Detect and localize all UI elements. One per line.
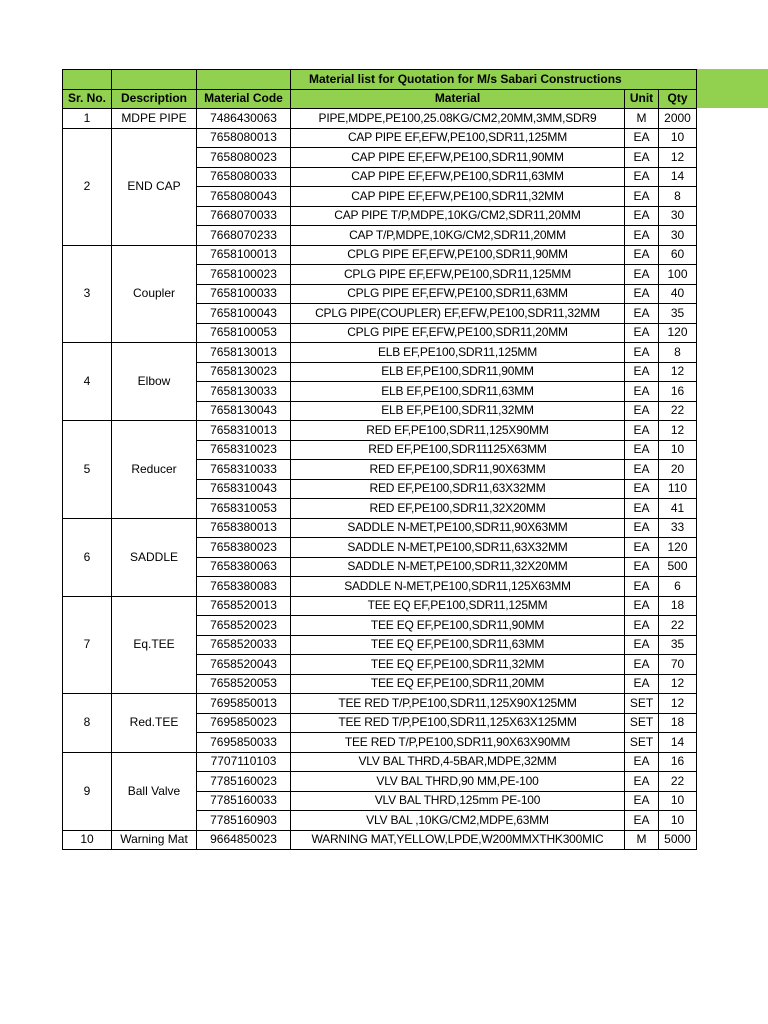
unit-cell: EA [625,811,659,831]
material-table [62,69,697,850]
qty-cell: 22 [659,616,697,636]
unit-cell: EA [625,421,659,441]
sr-no-cell: 3 [63,245,112,343]
material-code-cell: 7658130043 [197,401,291,421]
material-code-cell: 7695850023 [197,713,291,733]
unit-cell: EA [625,577,659,597]
unit-cell: EA [625,772,659,792]
material-code-cell: 7695850033 [197,733,291,753]
qty-cell: 20 [659,460,697,480]
material-cell: CPLG PIPE EF,EFW,PE100,SDR11,63MM [291,284,625,304]
material-cell: ELB EF,PE100,SDR11,90MM [291,362,625,382]
material-cell: VLV BAL THRD,90 MM,PE-100 [291,772,625,792]
unit-cell: EA [625,655,659,675]
qty-cell: 16 [659,752,697,772]
material-code-cell: 7658310023 [197,440,291,460]
qty-cell: 35 [659,304,697,324]
unit-cell: EA [625,148,659,168]
material-cell: ELB EF,PE100,SDR11,32MM [291,401,625,421]
material-cell: CAP T/P,MDPE,10KG/CM2,SDR11,20MM [291,226,625,246]
material-cell: SADDLE N-MET,PE100,SDR11,63X32MM [291,538,625,558]
unit-cell: EA [625,226,659,246]
column-header-sr-no: Sr. No. [63,89,112,109]
unit-cell: EA [625,362,659,382]
material-code-cell: 7785160023 [197,772,291,792]
material-code-cell: 7658080043 [197,187,291,207]
material-code-cell: 7658100043 [197,304,291,324]
unit-cell: EA [625,538,659,558]
qty-cell: 30 [659,226,697,246]
unit-cell: M [625,830,659,850]
material-cell: VLV BAL THRD,4-5BAR,MDPE,32MM [291,752,625,772]
unit-cell: EA [625,440,659,460]
qty-cell: 12 [659,148,697,168]
unit-cell: EA [625,343,659,363]
material-code-cell: 7658310033 [197,460,291,480]
material-code-cell: 7658130013 [197,343,291,363]
sr-no-cell: 9 [63,752,112,830]
material-cell: WARNING MAT,YELLOW,LPDE,W200MMXTHK300MIC [291,830,625,850]
description-cell: END CAP [112,128,197,245]
description-cell: Elbow [112,343,197,421]
qty-cell: 40 [659,284,697,304]
column-header-row [63,89,697,109]
material-code-cell: 7658080013 [197,128,291,148]
sr-no-cell: 6 [63,518,112,596]
material-cell: CAP PIPE EF,EFW,PE100,SDR11,90MM [291,148,625,168]
qty-cell: 12 [659,421,697,441]
table-row [63,109,697,129]
material-code-cell: 7658520013 [197,596,291,616]
qty-cell: 10 [659,128,697,148]
material-cell: TEE EQ EF,PE100,SDR11,90MM [291,616,625,636]
sr-no-cell: 5 [63,421,112,519]
table-row [63,343,697,363]
qty-cell: 12 [659,362,697,382]
unit-cell: SET [625,713,659,733]
material-code-cell: 7668070033 [197,206,291,226]
material-code-cell: 7658130033 [197,382,291,402]
material-cell: CPLG PIPE EF,EFW,PE100,SDR11,90MM [291,245,625,265]
material-code-cell: 7658520023 [197,616,291,636]
unit-cell: EA [625,187,659,207]
unit-cell: EA [625,752,659,772]
unit-cell: SET [625,694,659,714]
table-row [63,245,697,265]
sr-no-cell: 7 [63,596,112,694]
qty-cell: 8 [659,187,697,207]
material-code-cell: 7658380013 [197,518,291,538]
qty-cell: 10 [659,791,697,811]
material-code-cell: 7658380023 [197,538,291,558]
material-cell: VLV BAL ,10KG/CM2,MDPE,63MM [291,811,625,831]
material-code-cell: 7658380063 [197,557,291,577]
unit-cell: EA [625,167,659,187]
material-code-cell: 7658310043 [197,479,291,499]
unit-cell: EA [625,265,659,285]
material-cell: RED EF,PE100,SDR11,32X20MM [291,499,625,519]
unit-cell: EA [625,499,659,519]
material-cell: CAP PIPE EF,EFW,PE100,SDR11,32MM [291,187,625,207]
qty-cell: 10 [659,811,697,831]
unit-cell: EA [625,557,659,577]
unit-cell: EA [625,323,659,343]
material-cell: RED EF,PE100,SDR11,63X32MM [291,479,625,499]
material-code-cell: 7658520043 [197,655,291,675]
material-cell: VLV BAL THRD,125mm PE-100 [291,791,625,811]
material-code-cell: 7658100033 [197,284,291,304]
qty-cell: 30 [659,206,697,226]
qty-cell: 110 [659,479,697,499]
table-row [63,694,697,714]
material-cell: CAP PIPE T/P,MDPE,10KG/CM2,SDR11,20MM [291,206,625,226]
table-row [63,421,697,441]
material-code-cell: 7658100053 [197,323,291,343]
material-cell: TEE RED T/P,PE100,SDR11,125X63X125MM [291,713,625,733]
qty-cell: 12 [659,674,697,694]
material-code-cell: 7695850013 [197,694,291,714]
material-code-cell: 7668070233 [197,226,291,246]
material-code-cell: 9664850023 [197,830,291,850]
unit-cell: EA [625,518,659,538]
qty-cell: 16 [659,382,697,402]
qty-cell: 70 [659,655,697,675]
qty-cell: 5000 [659,830,697,850]
description-cell: Red.TEE [112,694,197,753]
unit-cell: EA [625,791,659,811]
material-cell: SADDLE N-MET,PE100,SDR11,32X20MM [291,557,625,577]
material-cell: TEE EQ EF,PE100,SDR11,32MM [291,655,625,675]
header-fill-extension [696,69,768,108]
material-code-cell: 7658520033 [197,635,291,655]
qty-cell: 22 [659,401,697,421]
qty-cell: 35 [659,635,697,655]
title-row [63,70,697,90]
material-code-cell: 7707110103 [197,752,291,772]
material-cell: TEE RED T/P,PE100,SDR11,125X90X125MM [291,694,625,714]
column-header-material: Material [291,89,625,109]
material-code-cell: 7658100023 [197,265,291,285]
unit-cell: M [625,109,659,129]
table-row [63,830,697,850]
material-cell: CPLG PIPE EF,EFW,PE100,SDR11,125MM [291,265,625,285]
material-cell: SADDLE N-MET,PE100,SDR11,90X63MM [291,518,625,538]
unit-cell: EA [625,245,659,265]
unit-cell: EA [625,304,659,324]
sr-no-cell: 8 [63,694,112,753]
qty-cell: 6 [659,577,697,597]
table-row [63,752,697,772]
unit-cell: EA [625,206,659,226]
unit-cell: EA [625,128,659,148]
material-cell: TEE EQ EF,PE100,SDR11,63MM [291,635,625,655]
material-cell: CAP PIPE EF,EFW,PE100,SDR11,63MM [291,167,625,187]
material-cell: ELB EF,PE100,SDR11,125MM [291,343,625,363]
unit-cell: EA [625,635,659,655]
unit-cell: EA [625,616,659,636]
table-row [63,128,697,148]
material-code-cell: 7658520053 [197,674,291,694]
material-code-cell: 7658380083 [197,577,291,597]
unit-cell: EA [625,460,659,480]
material-cell: SADDLE N-MET,PE100,SDR11,125X63MM [291,577,625,597]
qty-cell: 120 [659,323,697,343]
description-cell: Coupler [112,245,197,343]
qty-cell: 8 [659,343,697,363]
sr-no-cell: 1 [63,109,112,129]
material-cell: TEE EQ EF,PE100,SDR11,125MM [291,596,625,616]
sr-no-cell: 10 [63,830,112,850]
table-row [63,518,697,538]
material-code-cell: 7486430063 [197,109,291,129]
description-cell: MDPE PIPE [112,109,197,129]
qty-cell: 100 [659,265,697,285]
qty-cell: 10 [659,440,697,460]
qty-cell: 18 [659,713,697,733]
unit-cell: SET [625,733,659,753]
material-cell: PIPE,MDPE,PE100,25.08KG/CM2,20MM,3MM,SDR9 [291,109,625,129]
material-code-cell: 7658080023 [197,148,291,168]
material-code-cell: 7658080033 [197,167,291,187]
material-cell: TEE RED T/P,PE100,SDR11,90X63X90MM [291,733,625,753]
qty-cell: 120 [659,538,697,558]
material-cell: RED EF,PE100,SDR11125X63MM [291,440,625,460]
qty-cell: 12 [659,694,697,714]
unit-cell: EA [625,479,659,499]
sr-no-cell: 4 [63,343,112,421]
material-code-cell: 7785160033 [197,791,291,811]
qty-cell: 2000 [659,109,697,129]
table-row [63,596,697,616]
unit-cell: EA [625,674,659,694]
material-cell: CPLG PIPE(COUPLER) EF,EFW,PE100,SDR11,32MM [291,304,625,324]
qty-cell: 14 [659,167,697,187]
material-cell: TEE EQ EF,PE100,SDR11,20MM [291,674,625,694]
table-title: Material list for Quotation for M/s Sabari Constructions [291,70,697,90]
qty-cell: 18 [659,596,697,616]
column-header-unit: Unit [625,89,659,109]
unit-cell: EA [625,596,659,616]
description-cell: SADDLE [112,518,197,596]
material-code-cell: 7658100013 [197,245,291,265]
qty-cell: 22 [659,772,697,792]
qty-cell: 60 [659,245,697,265]
material-cell: ELB EF,PE100,SDR11,63MM [291,382,625,402]
qty-cell: 500 [659,557,697,577]
description-cell: Reducer [112,421,197,519]
unit-cell: EA [625,284,659,304]
column-header-description: Description [112,89,197,109]
unit-cell: EA [625,401,659,421]
column-header-material-code: Material Code [197,89,291,109]
material-cell: CAP PIPE EF,EFW,PE100,SDR11,125MM [291,128,625,148]
sr-no-cell: 2 [63,128,112,245]
description-cell: Warning Mat [112,830,197,850]
material-cell: RED EF,PE100,SDR11,125X90MM [291,421,625,441]
material-cell: CPLG PIPE EF,EFW,PE100,SDR11,20MM [291,323,625,343]
material-code-cell: 7658130023 [197,362,291,382]
qty-cell: 41 [659,499,697,519]
unit-cell: EA [625,382,659,402]
material-code-cell: 7658310053 [197,499,291,519]
material-code-cell: 7785160903 [197,811,291,831]
qty-cell: 33 [659,518,697,538]
material-cell: RED EF,PE100,SDR11,90X63MM [291,460,625,480]
qty-cell: 14 [659,733,697,753]
column-header-qty: Qty [659,89,697,109]
description-cell: Ball Valve [112,752,197,830]
description-cell: Eq.TEE [112,596,197,694]
material-code-cell: 7658310013 [197,421,291,441]
